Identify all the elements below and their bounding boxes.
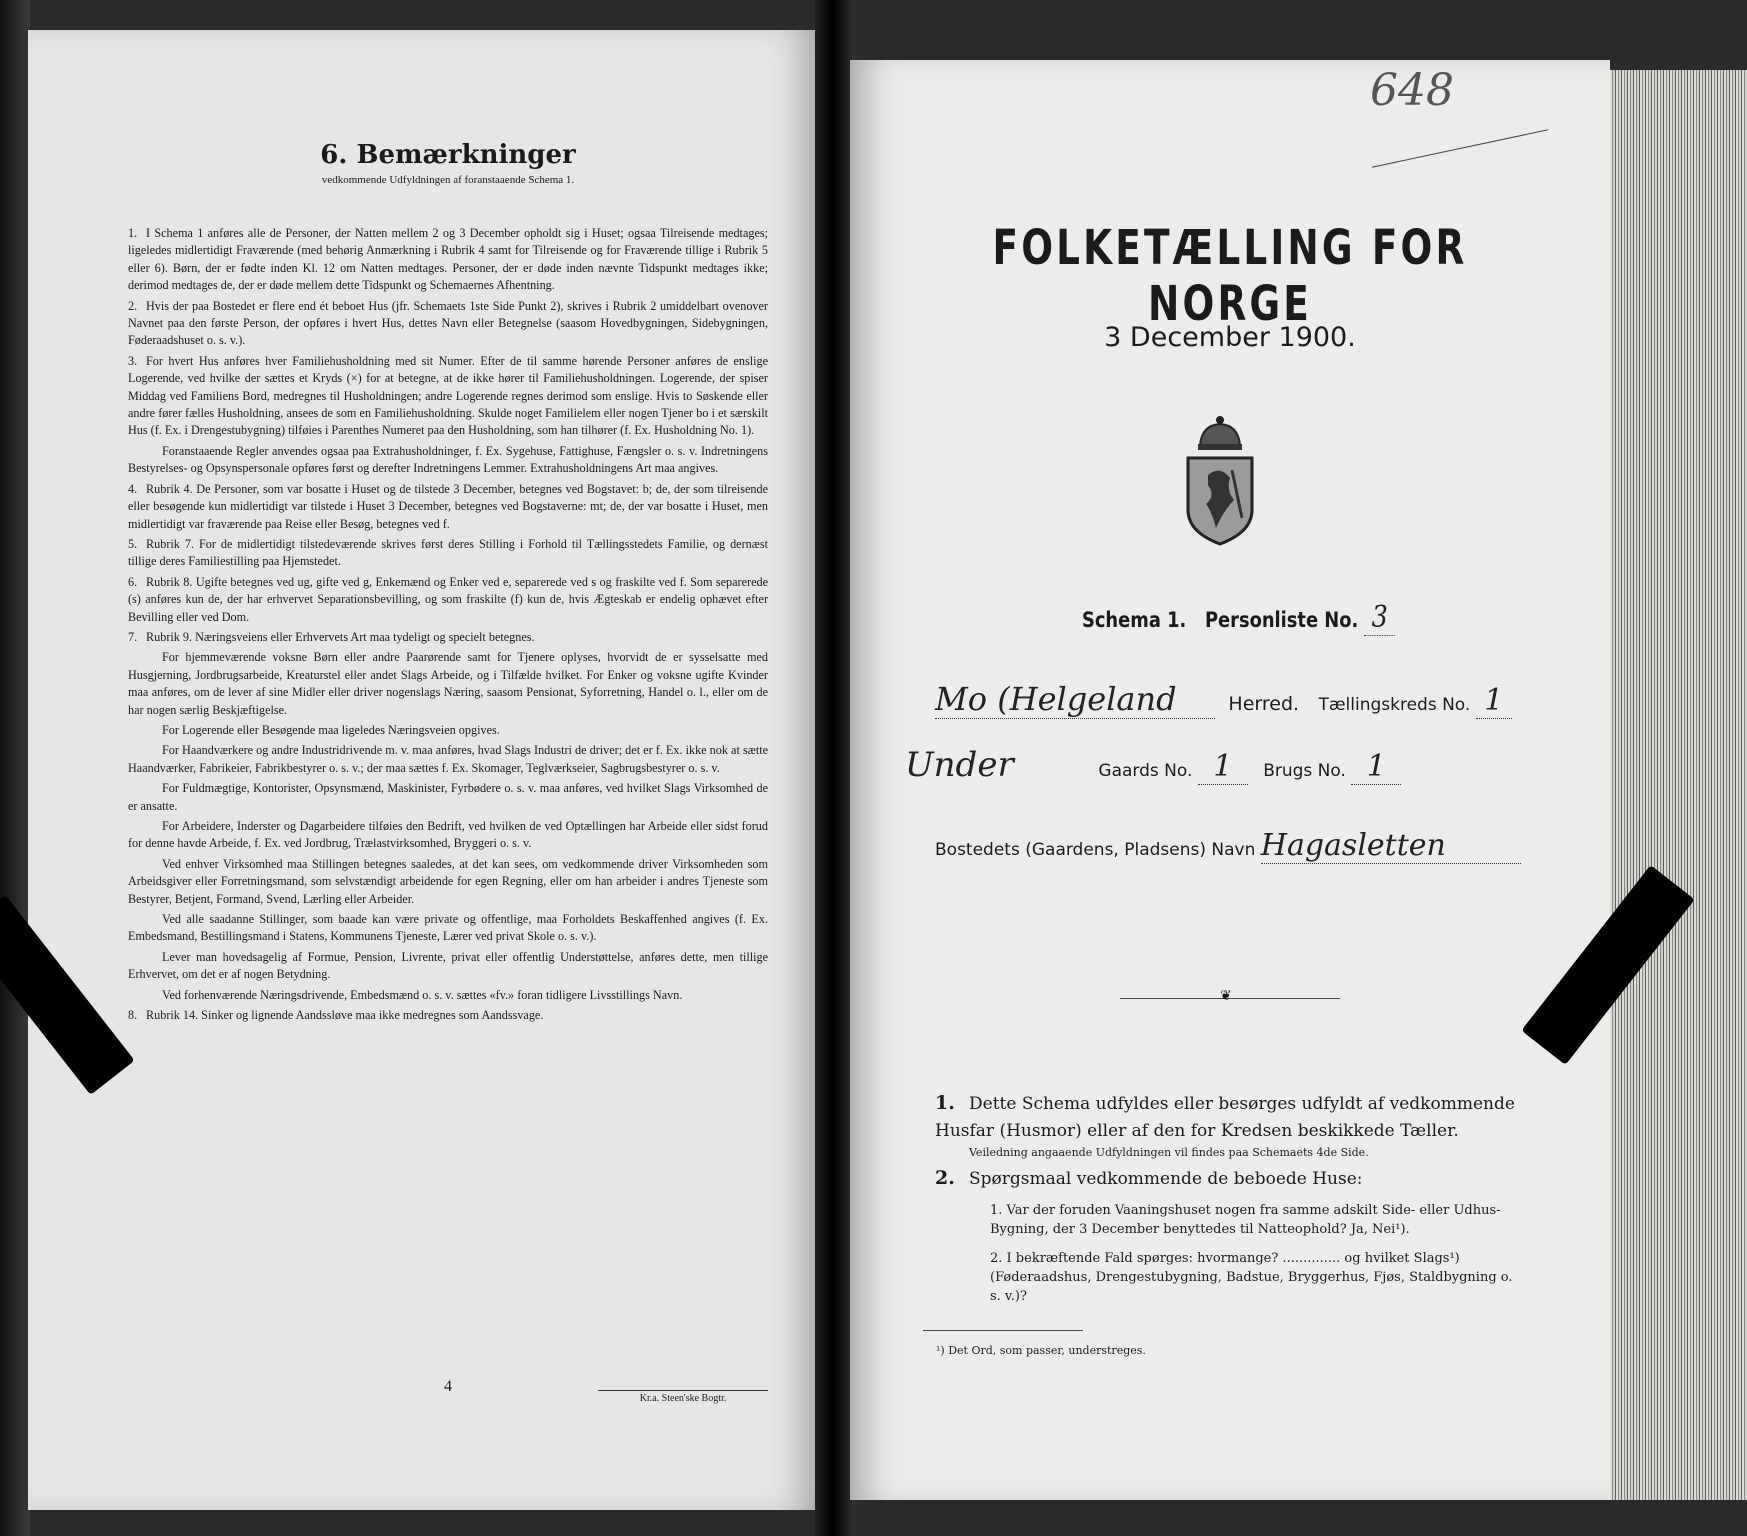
book-cover-edge: [0, 0, 30, 1536]
rule-text: Ved enhver Virksomhed maa Stillingen betegnes saaledes, at det kan sees, om vedkommende driver Virksomheden som Arbeidsgiver eller Forretningsmand, som selvstændigt arbeidende for egen Regning, eller om han arbeider i andres Tjeneste som Bestyrer, Betjent, Formand, Svend, Lærling eller Arbeider.: [128, 856, 768, 906]
herred-row: [935, 680, 1512, 719]
brugs-label: Brugs No.: [1263, 761, 1346, 781]
instruction-1: [935, 1090, 1515, 1145]
herred-label: Herred.: [1228, 693, 1300, 715]
rule-text: Lever man hovedsagelig af Formue, Pension, Livrente, privat eller offentlig Understøttelse, anføres dette, men tillige Erhvervet, om det er af nogen Betydning.: [128, 949, 768, 982]
footnote: ¹) Det Ord, som passer, understreges.: [936, 1344, 1146, 1357]
rule-item: [128, 742, 768, 777]
instruction-2-number: 2.: [935, 1167, 955, 1189]
instructions: [935, 1090, 1515, 1306]
rule-number: 2.: [128, 298, 138, 313]
rule-number: 7.: [128, 629, 138, 644]
rule-item: [128, 949, 768, 984]
gaards-number: 1: [1198, 749, 1248, 785]
rule-number: 5.: [128, 536, 138, 551]
kreds-number: 1: [1476, 683, 1512, 719]
rule-text: Ved alle saadanne Stillinger, som baade kan være private og offentlige, maa Forholdets Beskaffenhed angives (f. Ex. Embedsmand, Bestillingsmand i Statens, Kommunens Tjeneste, Lærer ved privat Skole o. s. v.).: [128, 912, 768, 944]
rule-text: Hvis der paa Bostedet er flere end ét beboet Hus (jfr. Schemaets 1ste Side Punkt 2), skrives i Rubrik 2 umiddelbart ovenover Navnet paa den første Person, der opføres i hvert Hus, dettes Navn eller Betegnelse (saasom Hovedbygningen, Sidebygningen, Føderaadshuset o. s. v.).: [128, 298, 768, 348]
rule-item: [128, 225, 768, 295]
instruction-1-text: Dette Schema udfyldes eller besørges udfyldt af vedkommende Husfar (Husmor) eller af den for Kredsen beskikkede Tæller.: [935, 1094, 1515, 1141]
instruction-1-note: Veiledning angaaende Udfyldningen vil findes paa Schemaets 4de Side.: [969, 1146, 1369, 1159]
gaards-label: Gaards No.: [1098, 761, 1193, 781]
rule-item: [128, 1007, 768, 1024]
rule-number: 4.: [128, 481, 138, 496]
rule-text: Rubrik 8. Ugifte betegnes ved ug, gifte ved g, Enkemænd og Enker ved e, separerede ved s og fraskilte ved f. Som separerede (s) anføres kun de, der har erhvervet Separationsbevilling, og som fraskilte (f) kun de, hvis Ægteskab er endelig ophævet efter Bevilling eller ved Dom.: [128, 574, 768, 624]
rule-text: For Fuldmægtige, Kontorister, Opsynsmænd, Maskinister, Fyrbødere o. s. v. maa anføres, ved hvilket Slags Virksomhed de er ansatte.: [128, 781, 768, 813]
rule-text: For Logerende eller Besøgende maa ligeledes Næringsveien opgives.: [162, 722, 500, 737]
bosted-label: Bostedets (Gaardens, Pladsens) Navn: [935, 840, 1256, 860]
rule-item: [128, 629, 768, 646]
rule-item: [128, 987, 768, 1004]
left-page-subtitle: vedkommende Udfyldningen af foranstaaende Schema 1.: [321, 174, 575, 186]
personliste-label: Personliste No.: [1204, 608, 1359, 632]
left-page: [28, 30, 818, 1510]
page-number: 4: [444, 1378, 452, 1395]
printer-imprint: Kr.a. Steen'ske Bogtr.: [598, 1390, 768, 1404]
rule-item: [128, 649, 768, 719]
kreds-label: Tællingskreds No.: [1318, 695, 1471, 715]
rule-item: [128, 443, 768, 478]
under-value: Under: [905, 745, 1014, 785]
rule-number: 8.: [128, 1008, 138, 1023]
rule-text: Rubrik 4. De Personer, som var bosatte i Huset og de tilstede 3 December, betegnes ved Bogstavet: b; de, der som tilreisende eller besøgende kun midlertidigt var tilstede i Huset 3 December, betegnes ved Bogstaverne: mt; de, der var bosatte i Huset, men midlertidigt var fraværende paa Reise eller Besøg, betegnes ved f.: [128, 481, 768, 531]
rule-text: Rubrik 7. For de midlertidigt tilstedeværende skrives først deres Stilling i Forhold til Tællingsstedets Familie, og dernæst tillige deres Familiestilling paa Hjemstedet.: [128, 536, 768, 569]
rule-number: 6.: [128, 574, 138, 589]
rule-item: [128, 856, 768, 908]
gaard-row: [905, 745, 1401, 785]
folio-number: 648: [1370, 65, 1454, 116]
rule-text: Rubrik 14. Sinker og lignende Aandssløve maa ikke medregnes som Aandssvage.: [146, 1008, 544, 1023]
brugs-number: 1: [1351, 749, 1401, 785]
rule-item: [128, 818, 768, 853]
question-2: 2. I bekræftende Fald spørges: hvormange? .............. og hvilket Slags¹) (Føderaadshus, Drengestubygning, Badstue, Bryggerhus, Fjøs, Staldbygning o. s. v.)?: [990, 1251, 1513, 1304]
ornament-icon: ❦: [1220, 989, 1232, 1004]
instruction-2-text: Spørgsmaal vedkommende de beboede Huse:: [969, 1169, 1363, 1189]
rule-text: I Schema 1 anføres alle de Personer, der Natten mellem 2 og 3 December opholdt sig i Huset; ogsaa Tilreisende medtages; ligeledes midlertidigt Fraværende (med behørig Anmærkning i Rubrik 4 samt for Tilreisende og for Fraværende tillige i Rubrik 5 eller 6). Børn, der er fødte inden Kl. 12 om Natten medtages. Personer, der er døde inden nævnte Tidspunkt medtages ikke; derimod medtages de, der er døde mellem dette Tidspunkt og Schemaernes Afhentning.: [128, 226, 768, 293]
rule-text: For Arbeidere, Inderster og Dagarbeidere tilføies den Bedrift, ved hvilken de ved Optællingen har Arbeide eller sidst forud for denne havde Arbeide, f. Ex. ved Jordbrug, Trælastvirksomhed, Bryggeri o. s. v.: [128, 819, 768, 851]
rule-number: 3.: [128, 353, 138, 368]
instruction-2: [935, 1165, 1515, 1193]
rule-item: [128, 911, 768, 946]
personliste-number: 3: [1364, 600, 1395, 636]
rule-text: For hvert Hus anføres hver Familiehusholdning med sit Numer. Efter de til samme hørende Personer anføres de enslige Logerende, ved hvilke der sættes et Kryds (×) for at betegne, at de ikke hører til Familiehusholdningen. Logerende, der spiser Middag ved Familiens Bord, medregnes til Husholdningen; andre Logerende regnes derimod som enslige. Hvis to Søskende eller andre fører fælles Husholdning, ansees de som en Familiehusholdning. Skulde noget Familielem eller nogen Tjener bo i et særskilt Hus (f. Ex. i Drengestubygning) tilføies i Parenthes Numeret paa den Husholdning, som han tilhører (f. Ex. Husholdning No. 1).: [128, 353, 768, 438]
bosted-value: Hagasletten: [1261, 828, 1521, 864]
instruction-1-number: 1.: [935, 1092, 955, 1114]
rule-item: [128, 353, 768, 440]
census-title: FOLKETÆLLING FOR NORGE: [992, 220, 1468, 332]
page-edges: [1610, 70, 1747, 1500]
rule-item: [128, 780, 768, 815]
schema-line: [1082, 600, 1395, 636]
rule-item: [128, 298, 768, 350]
bosted-row: [935, 828, 1521, 864]
rule-item: [128, 536, 768, 571]
folio-stroke: [1372, 129, 1548, 167]
rule-text: Foranstaaende Regler anvendes ogsaa paa Extrahusholdninger, f. Ex. Sygehuse, Fattighuse, Fængsler o. s. v. Indretningens Bestyrelses- og Opsynspersonale opføres først og derefter Indretningens Lemmer. Extrahusholdningens Art maa angives.: [128, 443, 768, 476]
rule-text: For Haandværkere og andre Industridrivende m. v. maa anføres, hvad Slags Industri de driver; det er f. Ex. ikke nok at sætte Haandværker, Fabrikeier, Fabrikbestyrer o. s. v.; der maa sættes f. Ex. Skomager, Teglværkseier, Sagbrugsbestyrer o. s. v.: [128, 743, 768, 775]
right-page: [850, 60, 1610, 1500]
rule-item: [128, 722, 768, 739]
herred-value: Mo (Helgeland: [935, 680, 1215, 719]
rule-text: Ved forhenværende Næringsdrivende, Embedsmænd o. s. v. sættes «fv.» foran tidligere Livsstillings Navn.: [162, 987, 683, 1002]
left-page-title: 6. Bemærkninger: [320, 140, 576, 170]
book-gutter: [815, 0, 855, 1536]
rule-item: [128, 481, 768, 533]
rule-text: Rubrik 9. Næringsveiens eller Erhvervets Art maa tydeligt og specielt betegnes.: [146, 629, 535, 644]
question-1: 1. Var der foruden Vaaningshuset nogen fra samme adskilt Side- eller Udhus-Bygning, der 3 December benyttedes til Natteophold? Ja, Nei¹).: [990, 1203, 1501, 1237]
rule-text: For hjemmeværende voksne Børn eller andre Paarørende samt for Tjenere oplyses, hvorvidt de er sysselsatte med Husgjerning, Jordbrugsarbeide, Kreaturstel eller andet Slags Arbeide, og i Tilfælde hvilket. For Enker og voksne ugifte Kvinder maa anføres, om de lever af sine Midler eller driver nogenslags Næring, saasom Pensionat, Syforretning, Handel o. l., eller om de har nogen særlig Beskjæftigelse.: [128, 650, 768, 717]
footnote-rule: [923, 1330, 1083, 1331]
rule-number: 1.: [128, 226, 138, 240]
coat-of-arms-icon: [1180, 400, 1260, 550]
rule-item: [128, 574, 768, 626]
census-date: 3 December 1900.: [1104, 322, 1356, 353]
rules-list: [128, 225, 768, 1027]
schema-label: Schema 1.: [1082, 608, 1187, 632]
